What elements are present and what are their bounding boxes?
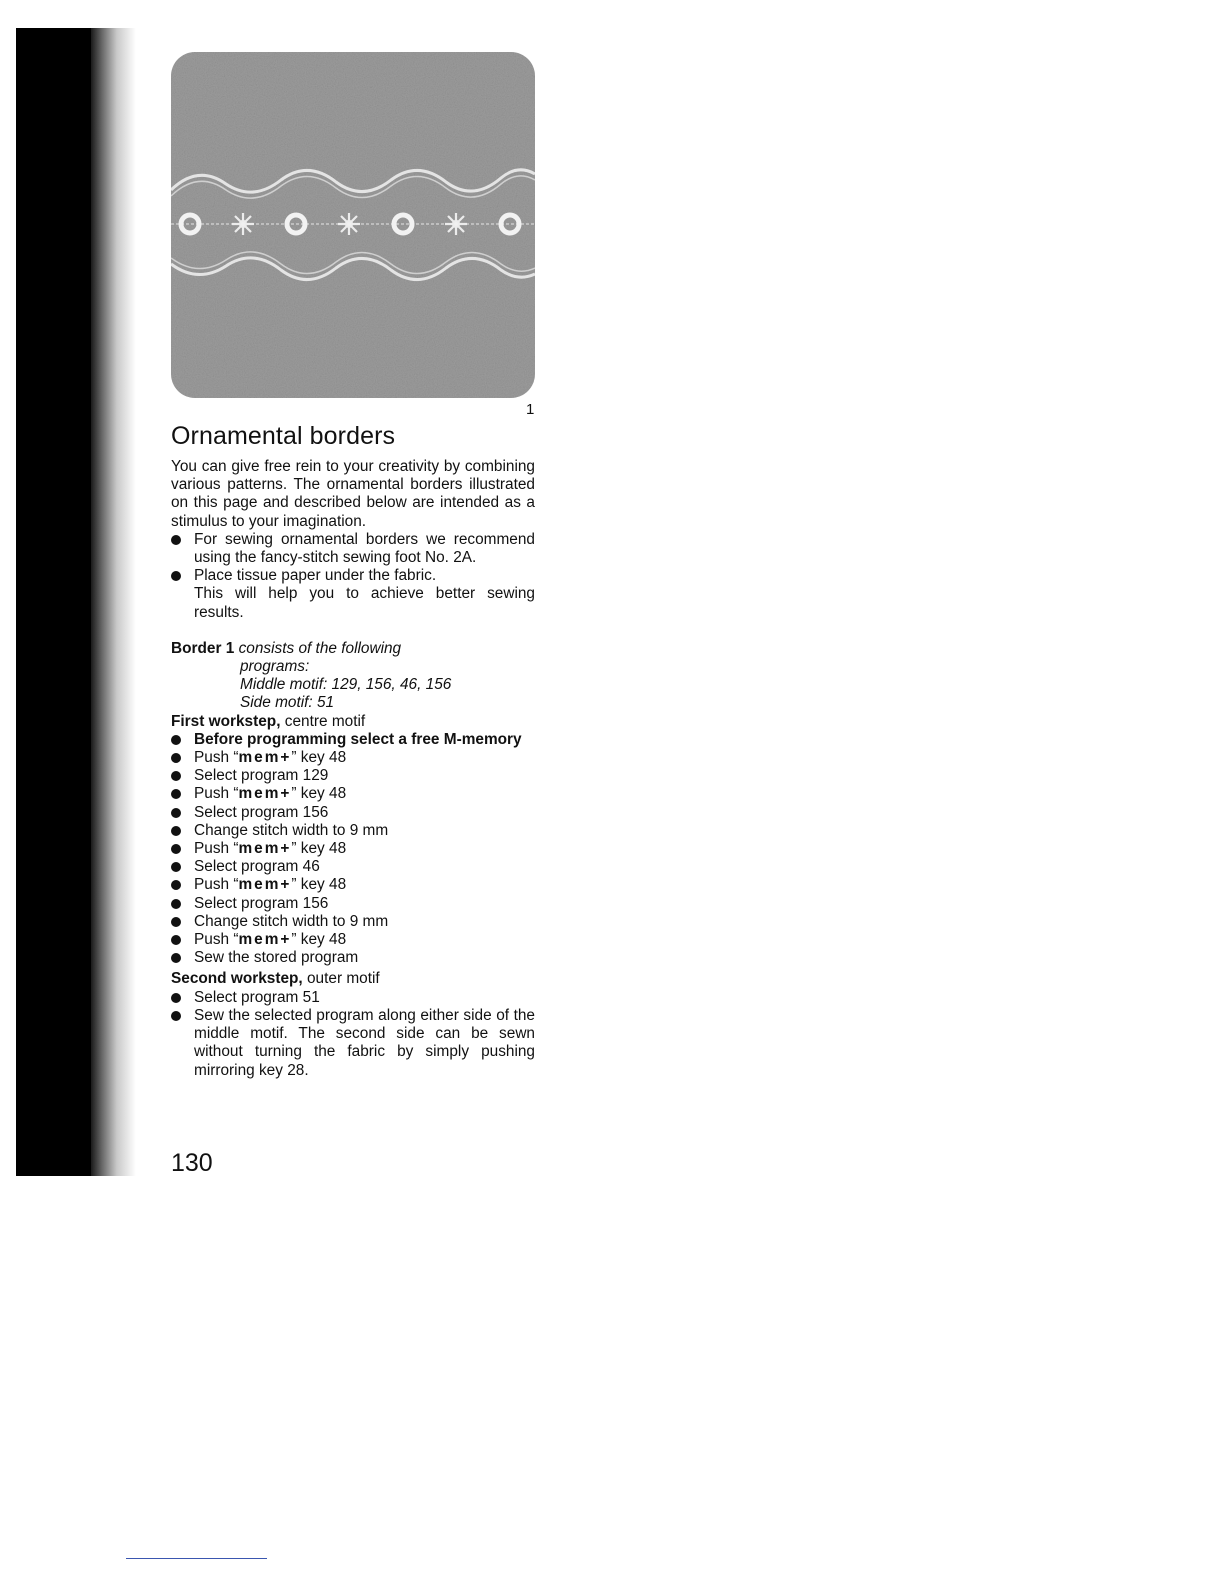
border-heading	[171, 640, 535, 658]
step-text: Select program 156	[194, 803, 329, 821]
page-title: Ornamental borders	[171, 422, 396, 450]
bullet-icon	[171, 753, 181, 763]
page-number: 130	[171, 1149, 213, 1177]
step-text: Select program 51	[194, 988, 320, 1006]
workstep-label: First workstep,	[171, 712, 281, 730]
bullet-icon	[171, 789, 181, 799]
body-text	[171, 458, 535, 1080]
step-item	[171, 804, 535, 822]
tip-text: For sewing ornamental borders we recommend using the fancy-stitch sewing foot No. 2A.	[194, 530, 535, 567]
step-text: Push “	[194, 931, 239, 949]
step-text: ” key 48	[291, 840, 347, 858]
workstep-label: Second workstep,	[171, 970, 303, 988]
step-text: Push “	[194, 785, 239, 803]
step-item	[171, 731, 535, 749]
step-text: Sew the stored program	[194, 949, 359, 967]
step-text: Push “	[194, 749, 239, 767]
bullet-icon	[171, 808, 181, 818]
tip-item	[171, 531, 535, 567]
step-text: ” key 48	[291, 931, 347, 949]
second-workstep-heading	[171, 970, 535, 988]
bullet-icon	[171, 917, 181, 927]
step-item	[171, 949, 535, 967]
step-item	[171, 858, 535, 876]
step-item	[171, 749, 535, 767]
step-item	[171, 1007, 535, 1080]
step-text: Before programming select a free M-memory	[194, 730, 522, 748]
step-text: Select program 156	[194, 894, 329, 912]
mem-key-label: mem+	[238, 931, 292, 949]
workstep-desc: outer motif	[307, 970, 380, 988]
step-text: Sew the selected program along either side of the middle motif. The second side can be sewn without turning the fabric by simply pushing mirroring key 28.	[194, 1006, 535, 1079]
workstep-desc: centre motif	[284, 712, 366, 730]
step-text: Change stitch width to 9 mm	[194, 821, 389, 839]
tip-text: Place tissue paper under the fabric.	[194, 567, 437, 585]
mem-key-label: mem+	[238, 840, 292, 858]
bullet-icon	[171, 735, 181, 745]
step-item	[171, 822, 535, 840]
bullet-icon	[171, 771, 181, 781]
figure-number: 1	[526, 401, 535, 418]
step-text: Change stitch width to 9 mm	[194, 912, 389, 930]
step-item	[171, 767, 535, 785]
side-motif: Side motif: 51	[240, 694, 335, 712]
bullet-icon	[171, 880, 181, 890]
footer-rule	[126, 1558, 267, 1559]
step-item	[171, 840, 535, 858]
tip-note: This will help you to achieve better sewing results.	[194, 585, 535, 621]
bullet-icon	[171, 1011, 181, 1021]
border-label: Border 1	[171, 639, 235, 657]
bullet-icon	[171, 571, 181, 581]
step-item	[171, 876, 535, 894]
middle-motif: Middle motif: 129, 156, 46, 156	[240, 676, 452, 694]
tip-item	[171, 567, 535, 622]
step-text: ” key 48	[291, 785, 347, 803]
intro-paragraph: You can give free rein to your creativity by combining various patterns. The ornamental borders illustrated on this page and described below are intended as a stimulus to your imagination.	[171, 458, 535, 530]
binding-spine	[16, 28, 136, 1176]
bullet-icon	[171, 826, 181, 836]
step-text: ” key 48	[291, 749, 347, 767]
step-item	[171, 913, 535, 931]
bullet-icon	[171, 535, 181, 545]
border-consists: consists of the following	[238, 639, 402, 657]
bullet-icon	[171, 993, 181, 1003]
programs-label: programs:	[240, 658, 310, 676]
step-item	[171, 785, 535, 803]
bullet-icon	[171, 953, 181, 963]
bullet-icon	[171, 935, 181, 945]
bullet-icon	[171, 844, 181, 854]
step-text: Select program 129	[194, 767, 329, 785]
step-text: Select program 46	[194, 858, 320, 876]
mem-key-label: mem+	[238, 785, 292, 803]
step-item	[171, 895, 535, 913]
step-text: ” key 48	[291, 876, 347, 894]
first-workstep-heading	[171, 713, 535, 731]
step-item	[171, 989, 535, 1007]
step-text: Push “	[194, 840, 239, 858]
mem-key-label: mem+	[238, 876, 292, 894]
mem-key-label: mem+	[238, 749, 292, 767]
embroidered-border-photo	[171, 52, 535, 398]
bullet-icon	[171, 862, 181, 872]
step-item	[171, 931, 535, 949]
bullet-icon	[171, 899, 181, 909]
step-text: Push “	[194, 876, 239, 894]
